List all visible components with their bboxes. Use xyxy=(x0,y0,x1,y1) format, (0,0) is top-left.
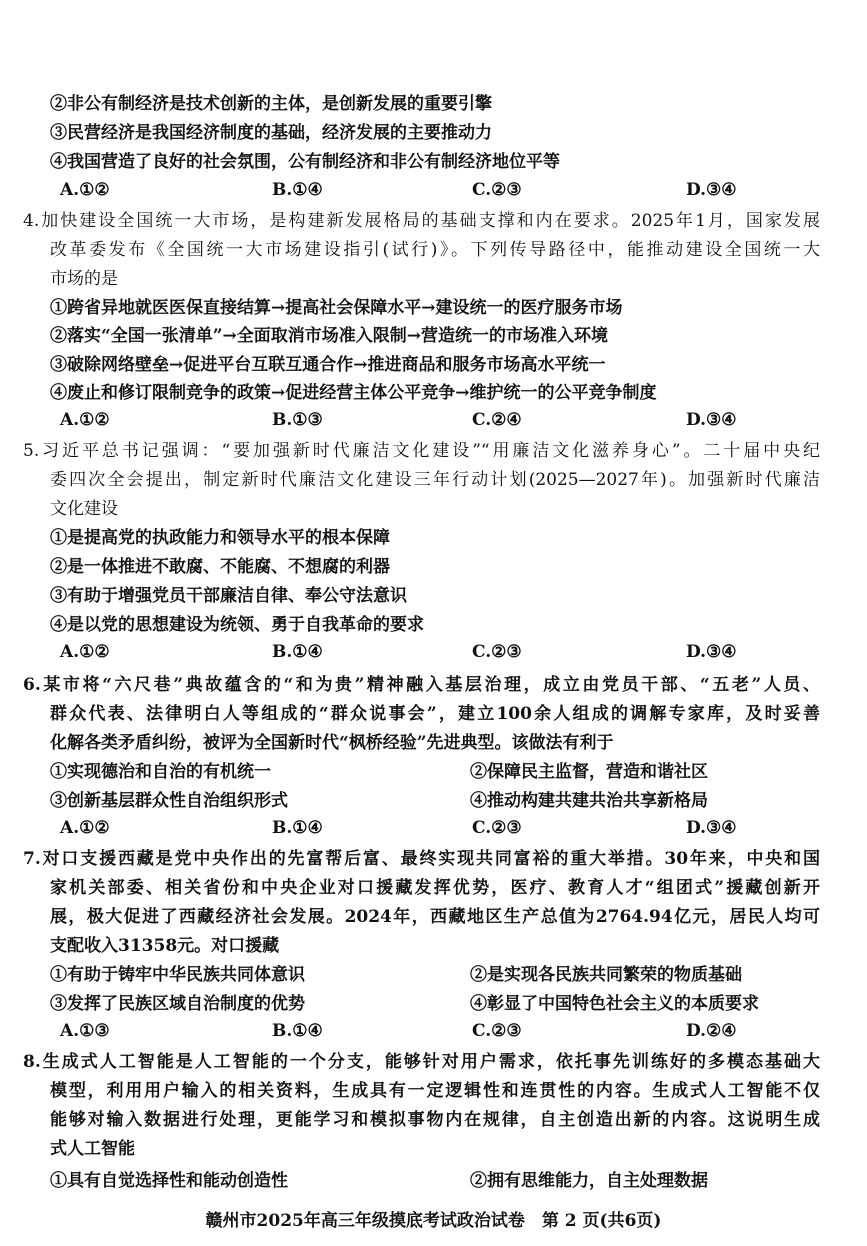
q5-stem-line-1: 5.习近平总书记强调：“要加强新时代廉洁文化建设”“用廉洁文化滋养身心”。二十届中央纪 xyxy=(23,441,820,461)
q7-option-2: ②是实现各民族共同繁荣的物质基础 xyxy=(470,965,742,985)
q8-stem-line-1: 8.生成式人工智能是人工智能的一个分支，能够针对用户需求，依托事先训练好的多模态基础大 xyxy=(23,1052,820,1072)
q7-stem-line-3: 展，极大促进了西藏经济社会发展。2024年，西藏地区生产总值为2764.94亿元，居民人均可 xyxy=(50,907,820,927)
q7-options-row-2 xyxy=(0,990,867,1019)
q6-choice-b: B.①④ xyxy=(272,818,323,838)
q6-option-1: ①实现德治和自治的有机统一 xyxy=(50,762,271,782)
q4-choice-a: A.①② xyxy=(60,410,110,430)
q5-option-1: ①是提高党的执政能力和领导水平的根本保障 xyxy=(50,528,390,548)
q8-stem-line-4: 式人工智能 xyxy=(50,1139,135,1159)
q7-stem-line-1: 7.对口支援西藏是党中央作出的先富帮后富、最终实现共同富裕的重大举措。30年来，中央和国 xyxy=(23,849,820,869)
q5-choice-d: D.③④ xyxy=(686,642,737,662)
q5-choices xyxy=(60,638,820,667)
q7-stem-line-4: 支配收入31358元。对口援藏 xyxy=(50,936,280,956)
q6-choice-c: C.②③ xyxy=(472,818,522,838)
q5-option-2: ②是一体推进不敢腐、不能腐、不想腐的利器 xyxy=(50,557,390,577)
q7-choice-c: C.②③ xyxy=(472,1021,522,1041)
q6-option-2: ②保障民主监督，营造和谐社区 xyxy=(470,762,708,782)
q5-option-4: ④是以党的思想建设为统领、勇于自我革命的要求 xyxy=(50,615,424,635)
q7-choices xyxy=(60,1017,820,1046)
q6-choice-a: A.①② xyxy=(60,818,110,838)
q4-option-4: ④废止和修订限制竞争的政策→促进经营主体公平竞争→维护统一的公平竞争制度 xyxy=(50,383,657,403)
q4-option-1: ①跨省异地就医医保直接结算→提高社会保障水平→建设统一的医疗服务市场 xyxy=(50,298,623,318)
q8-stem-line-2: 模型，利用用户输入的相关资料，生成具有一定逻辑性和连贯性的内容。生成式人工智能不仅 xyxy=(50,1081,820,1101)
q4-choice-b: B.①③ xyxy=(272,410,323,430)
q5-choice-b: B.①④ xyxy=(272,642,323,662)
q6-stem-line-3: 化解各类矛盾纠纷，被评为全国新时代“枫桥经验”先进典型。该做法有利于 xyxy=(50,733,614,753)
q3-choice-c: C.②③ xyxy=(472,180,522,200)
q7-option-3: ③发挥了民族区域自治制度的优势 xyxy=(50,994,305,1014)
q5-option-3: ③有助于增强党员干部廉洁自律、奉公守法意识 xyxy=(50,586,407,606)
q7-option-1: ①有助于铸牢中华民族共同体意识 xyxy=(50,965,305,985)
q8-stem-line-3: 能够对输入数据进行处理，更能学习和模拟事物内在规律，自主创造出新的内容。这说明生成 xyxy=(50,1110,820,1130)
q6-choice-d: D.③④ xyxy=(686,818,737,838)
q7-choice-d: D.②④ xyxy=(686,1021,737,1041)
q7-option-4: ④彰显了中国特色社会主义的本质要求 xyxy=(470,994,759,1014)
q4-option-2: ②落实“全国一张清单”→全面取消市场准入限制→营造统一的市场准入环境 xyxy=(50,326,609,346)
q8-option-1: ①具有自觉选择性和能动创造性 xyxy=(50,1171,288,1191)
q5-stem-line-2: 委四次全会提出，制定新时代廉洁文化建设三年行动计划(2025—2027年)。加强新时代廉洁 xyxy=(50,470,820,490)
q4-option-3: ③破除网络壁垒→促进平台互联互通合作→推进商品和服务市场高水平统一 xyxy=(50,355,606,375)
q3-choice-a: A.①② xyxy=(60,180,110,200)
q6-stem-line-1: 6.某市将“六尺巷”典故蕴含的“和为贵”精神融入基层治理，成立由党员干部、“五老”人员、 xyxy=(23,675,820,695)
q3-option-2: ②非公有制经济是技术创新的主体，是创新发展的重要引擎 xyxy=(50,94,492,114)
q6-stem-line-2: 群众代表、法律明白人等组成的“群众说事会”，建立100余人组成的调解专家库，及时妥善 xyxy=(50,704,820,724)
q7-stem-line-2: 家机关部委、相关省份和中央企业对口援藏发挥优势，医疗、教育人才“组团式”援藏创新开 xyxy=(50,878,820,898)
q7-options-row-1 xyxy=(0,961,867,990)
q3-choice-b: B.①④ xyxy=(272,180,323,200)
q4-stem-line-3: 市场的是 xyxy=(50,269,118,289)
q3-option-3: ③民营经济是我国经济制度的基础，经济发展的主要推动力 xyxy=(50,123,492,143)
q7-choice-b: B.①④ xyxy=(272,1021,323,1041)
q4-choices xyxy=(60,406,820,435)
q6-options-row-1 xyxy=(0,758,867,787)
q4-choice-c: C.②④ xyxy=(472,410,522,430)
q5-choice-a: A.①② xyxy=(60,642,110,662)
q3-choices xyxy=(60,176,820,205)
q5-choice-c: C.②③ xyxy=(472,642,522,662)
q6-options-row-2 xyxy=(0,787,867,816)
q6-choices xyxy=(60,814,820,843)
q3-option-4: ④我国营造了良好的社会氛围，公有制经济和非公有制经济地位平等 xyxy=(50,152,560,172)
q6-option-3: ③创新基层群众性自治组织形式 xyxy=(50,791,288,811)
q4-choice-d: D.③④ xyxy=(686,410,737,430)
q8-option-2: ②拥有思维能力，自主处理数据 xyxy=(470,1171,708,1191)
q5-stem-line-3: 文化建设 xyxy=(50,499,118,519)
q4-stem-line-1: 4.加快建设全国统一大市场，是构建新发展格局的基础支撑和内在要求。2025年1月，国家发展 xyxy=(23,211,820,231)
q6-option-4: ④推动构建共建共治共享新格局 xyxy=(470,791,708,811)
q8-options-row-1 xyxy=(0,1167,867,1196)
q7-choice-a: A.①③ xyxy=(60,1021,110,1041)
q3-choice-d: D.③④ xyxy=(686,180,737,200)
page-footer: 赣州市2025年高三年级摸底考试政治试卷 第 2 页(共6页) xyxy=(205,1211,662,1231)
q4-stem-line-2: 改革委发布《全国统一大市场建设指引(试行)》。下列传导路径中，能推动建设全国统一大 xyxy=(50,240,820,260)
